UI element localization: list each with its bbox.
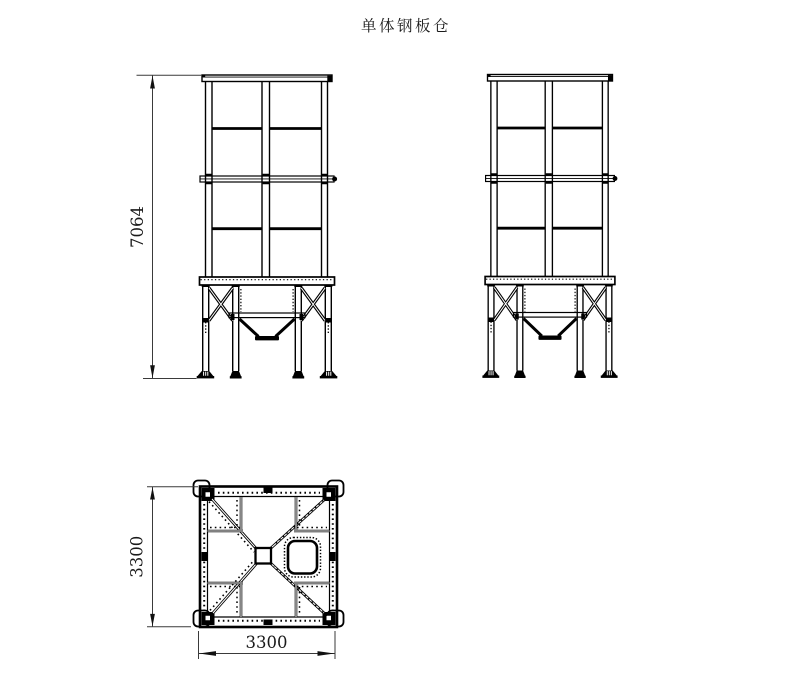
drawing-title: 单体钢板仓: [360, 17, 452, 35]
plan-depth-label: 3300: [127, 535, 147, 578]
dimension-plan-width: [199, 631, 336, 659]
overall-height-label: 7064: [128, 206, 147, 248]
plan-width-label: 3300: [245, 633, 288, 652]
front-elevation-view: [197, 75, 338, 379]
dimension-plan-depth: [128, 487, 199, 627]
dimension-overall-height: [128, 75, 202, 378]
side-elevation-view: [482, 75, 617, 379]
plan-view: [194, 481, 344, 628]
